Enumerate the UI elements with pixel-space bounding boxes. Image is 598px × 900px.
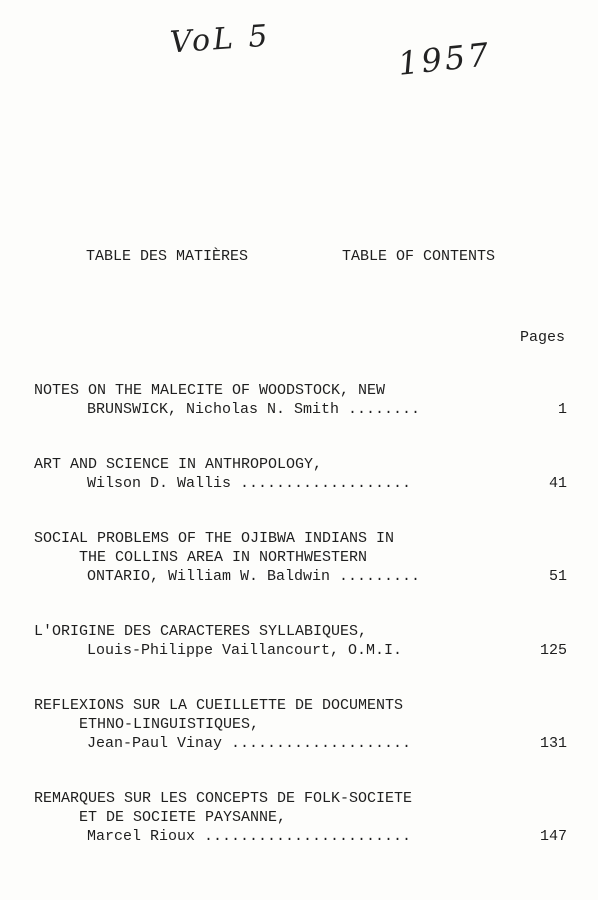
toc-entry [34,529,574,586]
toc-entry [34,622,574,660]
entry-author-row [34,474,574,493]
entry-author-row [34,734,574,753]
pages-column-label: Pages [520,329,566,346]
entry-author-row [34,641,574,660]
entry-title-line: REMARQUES SUR LES CONCEPTS DE FOLK-SOCIETE [34,790,413,807]
entry-author-line: Marcel Rioux ....................... [87,828,412,845]
entry-page-number: 147 [539,828,567,845]
toc-entry [34,381,574,419]
entry-author-row [34,827,574,846]
table-of-contents-headers [86,248,556,270]
entry-title-line: L'ORIGINE DES CARACTERES SYLLABIQUES, [34,623,368,640]
handwritten-year-note: 1957 [396,35,494,83]
entry-title-line: REFLEXIONS SUR LA CUEILLETTE DE DOCUMENTS [34,697,404,714]
entry-author-line: Wilson D. Wallis ................... [87,475,412,492]
entry-author-line: Louis-Philippe Vaillancourt, O.M.I. [87,642,403,659]
entry-page-number: 51 [548,568,567,585]
entry-page-number: 131 [539,735,567,752]
entry-title-line: SOCIAL PROBLEMS OF THE OJIBWA INDIANS IN [34,530,395,547]
entry-title-line: NOTES ON THE MALECITE OF WOODSTOCK, NEW [34,382,386,399]
entry-title-line: ETHNO-LINGUISTIQUES, [34,716,260,733]
toc-entry [34,696,574,753]
heading-french: TABLE DES MATIÈRES [86,248,249,265]
entry-page-number: 41 [548,475,567,492]
entry-title-line: ET DE SOCIETE PAYSANNE, [34,809,287,826]
toc-entry [34,455,574,493]
entry-title-line: THE COLLINS AREA IN NORTHWESTERN [34,549,368,566]
entry-author-row [34,567,574,586]
entry-author-line: ONTARIO, William W. Baldwin ......... [87,568,421,585]
entry-author-line: BRUNSWICK, Nicholas N. Smith ........ [87,401,421,418]
entry-page-number: 1 [557,401,567,418]
entry-page-number: 125 [539,642,567,659]
entry-author-row [34,400,574,419]
handwritten-volume-note: VoL 5 [168,18,272,61]
toc-entry [34,789,574,846]
entry-author-line: Jean-Paul Vinay .................... [87,735,412,752]
heading-english: TABLE OF CONTENTS [342,248,496,265]
entry-title-line: ART AND SCIENCE IN ANTHROPOLOGY, [34,456,323,473]
